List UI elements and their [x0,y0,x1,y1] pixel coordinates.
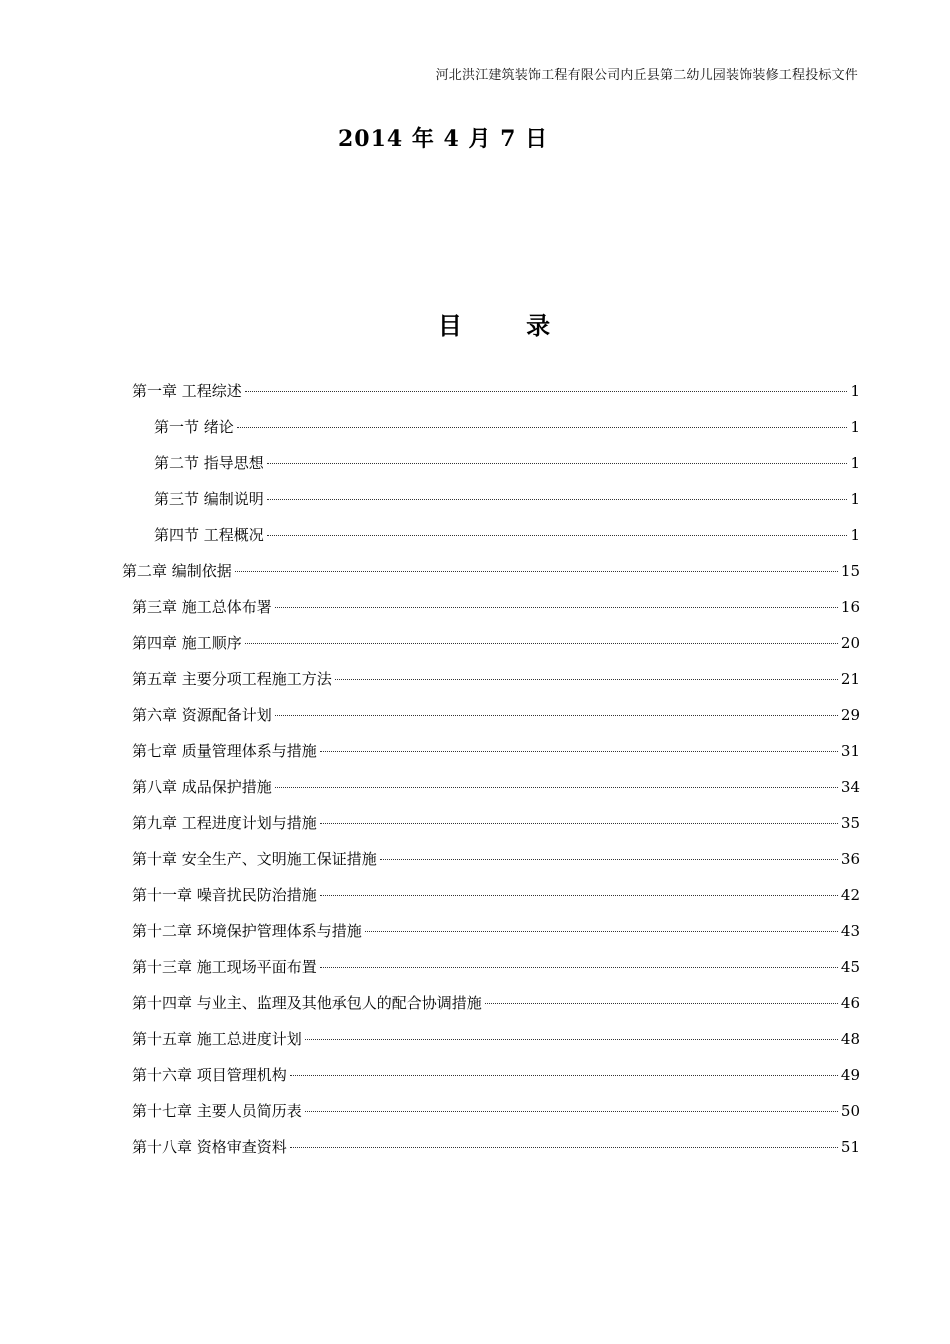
dot-leader [320,823,838,824]
toc-entry-page: 1 [850,382,860,400]
dot-leader [245,643,838,644]
dot-leader [380,859,838,860]
dot-leader [320,895,838,896]
toc-entry-page: 29 [840,706,860,724]
toc-entry-label: 第六章 资源配备计划 [132,706,272,724]
toc-entry[interactable] [132,632,860,662]
toc-entry-page: 48 [840,1030,860,1048]
dot-leader [305,1111,838,1112]
dot-leader [320,967,838,968]
toc-entry[interactable] [132,1100,860,1130]
toc-entry[interactable] [132,1028,860,1058]
toc-entry-page: 42 [840,886,860,904]
toc-entry-page: 49 [840,1066,860,1084]
dot-leader [275,715,838,716]
dot-leader [275,607,838,608]
toc-entry-label: 第一章 工程综述 [132,382,242,400]
toc-entry[interactable] [122,560,860,590]
dot-leader [320,751,838,752]
dot-leader [290,1147,838,1148]
toc-entry[interactable] [132,848,860,878]
toc-entry[interactable] [132,380,860,410]
dot-leader [485,1003,838,1004]
toc-entry-page: 1 [850,526,860,544]
toc-entry[interactable] [132,704,860,734]
toc-entry-label: 第一节 绪论 [154,418,234,436]
toc-entry[interactable] [132,1136,860,1166]
toc-entry-page: 50 [840,1102,860,1120]
toc-entry-label: 第十四章 与业主、监理及其他承包人的配合协调措施 [132,994,482,1012]
document-date: 2014 年 4 月 7 日 [338,126,549,152]
dot-leader [335,679,838,680]
toc-entry[interactable] [154,524,860,554]
toc-entry[interactable] [132,740,860,770]
dot-leader [365,931,838,932]
toc-entry[interactable] [132,884,860,914]
toc-entry-label: 第十五章 施工总进度计划 [132,1030,302,1048]
dot-leader [275,787,838,788]
toc-entry-label: 第四节 工程概况 [154,526,264,544]
dot-leader [237,427,848,428]
dot-leader [235,571,838,572]
toc-entry-page: 51 [840,1138,860,1156]
dot-leader [305,1039,838,1040]
toc-entry-page: 1 [850,454,860,472]
toc-entry-label: 第十六章 项目管理机构 [132,1066,287,1084]
toc-entry-label: 第四章 施工顺序 [132,634,242,652]
toc-entry[interactable] [132,956,860,986]
toc-entry-label: 第二章 编制依据 [122,562,232,580]
toc-entry[interactable] [132,596,860,626]
toc-entry-page: 35 [840,814,860,832]
dot-leader [267,463,848,464]
toc-entry-label: 第十八章 资格审查资料 [132,1138,287,1156]
toc-entry-label: 第九章 工程进度计划与措施 [132,814,317,832]
toc-entry[interactable] [154,452,860,482]
toc-entry-page: 15 [840,562,860,580]
toc-entry-page: 31 [840,742,860,760]
toc-entry[interactable] [132,776,860,806]
dot-leader [267,499,848,500]
toc-entry[interactable] [132,812,860,842]
toc-title: 目 录 [437,311,579,340]
toc-entry-label: 第七章 质量管理体系与措施 [132,742,317,760]
toc-entry-label: 第三节 编制说明 [154,490,264,508]
toc-entry[interactable] [132,992,860,1022]
dot-leader [290,1075,838,1076]
toc-entry[interactable] [132,1064,860,1094]
dot-leader [267,535,848,536]
toc-entry-label: 第五章 主要分项工程施工方法 [132,670,332,688]
toc-entry-page: 46 [840,994,860,1012]
toc-entry-page: 1 [850,418,860,436]
toc-entry[interactable] [132,668,860,698]
toc-entry-page: 36 [840,850,860,868]
toc-entry-page: 20 [840,634,860,652]
toc-entry-label: 第十三章 施工现场平面布置 [132,958,317,976]
toc-entry-label: 第十一章 噪音扰民防治措施 [132,886,317,904]
toc-entry[interactable] [132,920,860,950]
toc-entry-label: 第十章 安全生产、文明施工保证措施 [132,850,377,868]
running-header: 河北洪江建筑装饰工程有限公司内丘县第二幼儿园装饰装修工程投标文件 [435,68,858,83]
toc-entry[interactable] [154,488,860,518]
toc-entry-label: 第十二章 环境保护管理体系与措施 [132,922,362,940]
toc-entry[interactable] [154,416,860,446]
toc-entry-label: 第二节 指导思想 [154,454,264,472]
toc-entry-page: 1 [850,490,860,508]
toc-entry-page: 16 [840,598,860,616]
toc-entry-page: 34 [840,778,860,796]
toc-entry-label: 第三章 施工总体布署 [132,598,272,616]
toc-entry-page: 45 [840,958,860,976]
dot-leader [245,391,848,392]
toc-entry-label: 第八章 成品保护措施 [132,778,272,796]
toc-entry-page: 43 [840,922,860,940]
toc-entry-label: 第十七章 主要人员简历表 [132,1102,302,1120]
toc-entry-page: 21 [840,670,860,688]
